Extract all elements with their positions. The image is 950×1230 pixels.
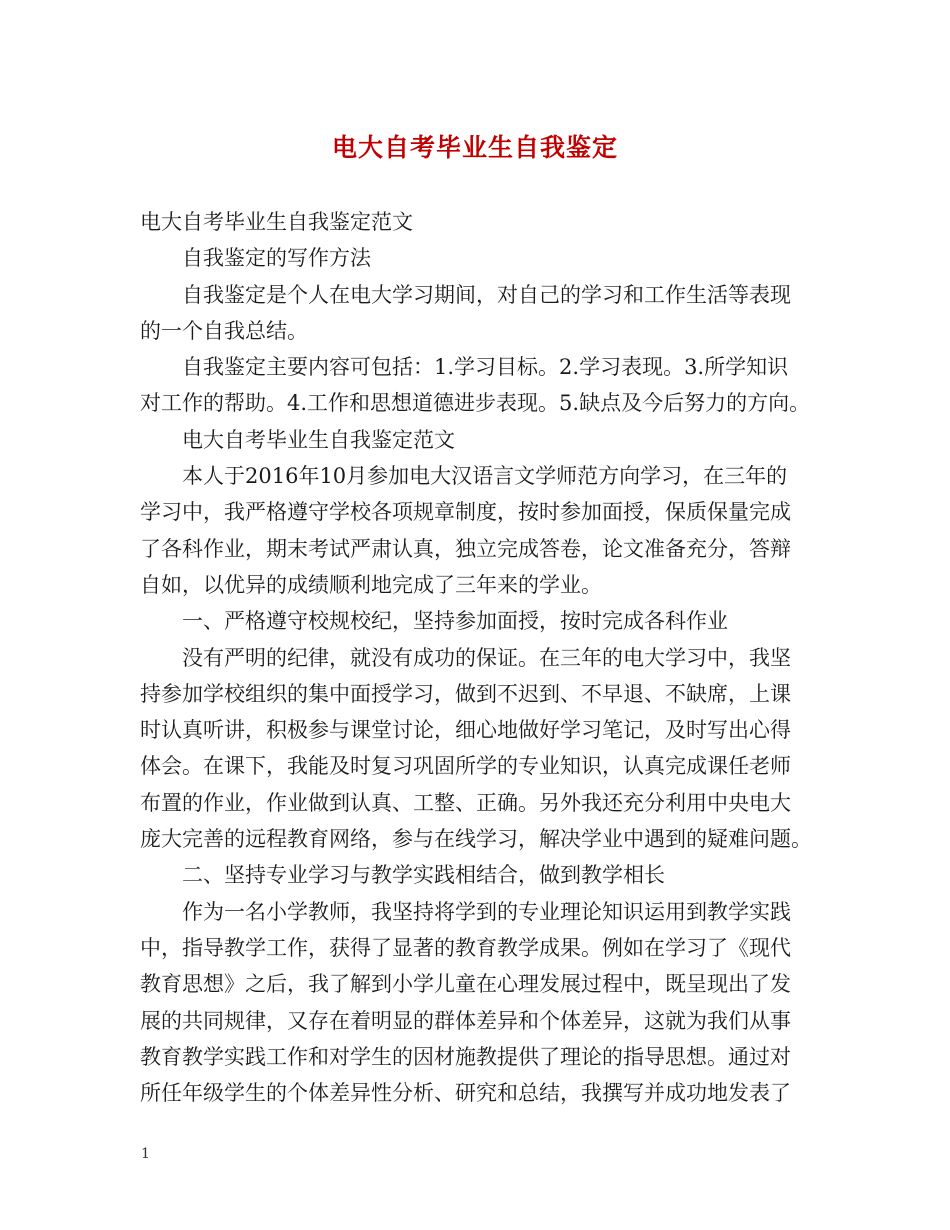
text-line: 体会。在课下，我能及时复习巩固所学的专业知识，认真完成课任老师 — [140, 754, 791, 779]
text-line: 本人于2016年10月参加电大汉语言文学师范方向学习，在三年的 — [182, 464, 788, 489]
text-line: 二、坚持专业学习与教学实践相结合，做到教学相长 — [182, 863, 665, 888]
text-line: 自我鉴定是个人在电大学习期间，对自己的学习和工作生活等表现 — [182, 282, 791, 307]
text-line: 教育教学实践工作和对学生的因材施教提供了理论的指导思想。通过对 — [140, 1044, 791, 1069]
text-line: 教育思想》之后，我了解到小学儿童在心理发展过程中，既呈现出了发 — [140, 972, 791, 997]
text-line: 一、严格遵守校规校纪，坚持参加面授，按时完成各科作业 — [182, 609, 728, 634]
text-line: 了各科作业，期末考试严肃认真，独立完成答卷，论文准备充分，答辩 — [140, 536, 791, 561]
document-body — [140, 204, 830, 1111]
document-title: 电大自考毕业生自我鉴定 — [331, 133, 618, 162]
text-line: 没有严明的纪律，就没有成功的保证。在三年的电大学习中，我坚 — [182, 645, 791, 670]
text-line: 持参加学校组织的集中面授学习，做到不迟到、不早退、不缺席，上课 — [140, 681, 791, 706]
text-line: 对工作的帮助。4.工作和思想道德进步表现。5.缺点及今后努力的方向。 — [140, 391, 811, 416]
page-number: 1 — [141, 1146, 150, 1162]
text-line: 的一个自我总结。 — [140, 318, 308, 343]
text-line: 自我鉴定的写作方法 — [182, 246, 371, 271]
text-line: 中，指导教学工作，获得了显著的教育教学成果。例如在学习了《现代 — [140, 935, 791, 960]
text-line: 所任年级学生的个体差异性分析、研究和总结，我撰写并成功地发表了 — [140, 1081, 791, 1106]
text-line: 展的共同规律，又存在着明显的群体差异和个体差异，这就为我们从事 — [140, 1008, 791, 1033]
text-line: 布置的作业，作业做到认真、工整、正确。另外我还充分利用中央电大 — [140, 790, 791, 815]
text-line: 自如，以优异的成绩顺利地完成了三年来的学业。 — [140, 572, 602, 597]
text-line: 学习中，我严格遵守学校各项规章制度，按时参加面授，保质保量完成 — [140, 500, 791, 525]
text-line: 庞大完善的远程教育网络，参与在线学习，解决学业中遇到的疑难问题。 — [140, 827, 812, 852]
text-line: 作为一名小学教师，我坚持将学到的专业理论知识运用到教学实践 — [182, 899, 791, 924]
text-line: 时认真听讲，积极参与课堂讨论，细心地做好学习笔记，及时写出心得 — [140, 718, 791, 743]
text-line: 电大自考毕业生自我鉴定范文 — [140, 210, 413, 234]
text-line: 自我鉴定主要内容可包括：1.学习目标。2.学习表现。3.所学知识 — [182, 355, 789, 380]
text-line: 电大自考毕业生自我鉴定范文 — [182, 427, 455, 452]
